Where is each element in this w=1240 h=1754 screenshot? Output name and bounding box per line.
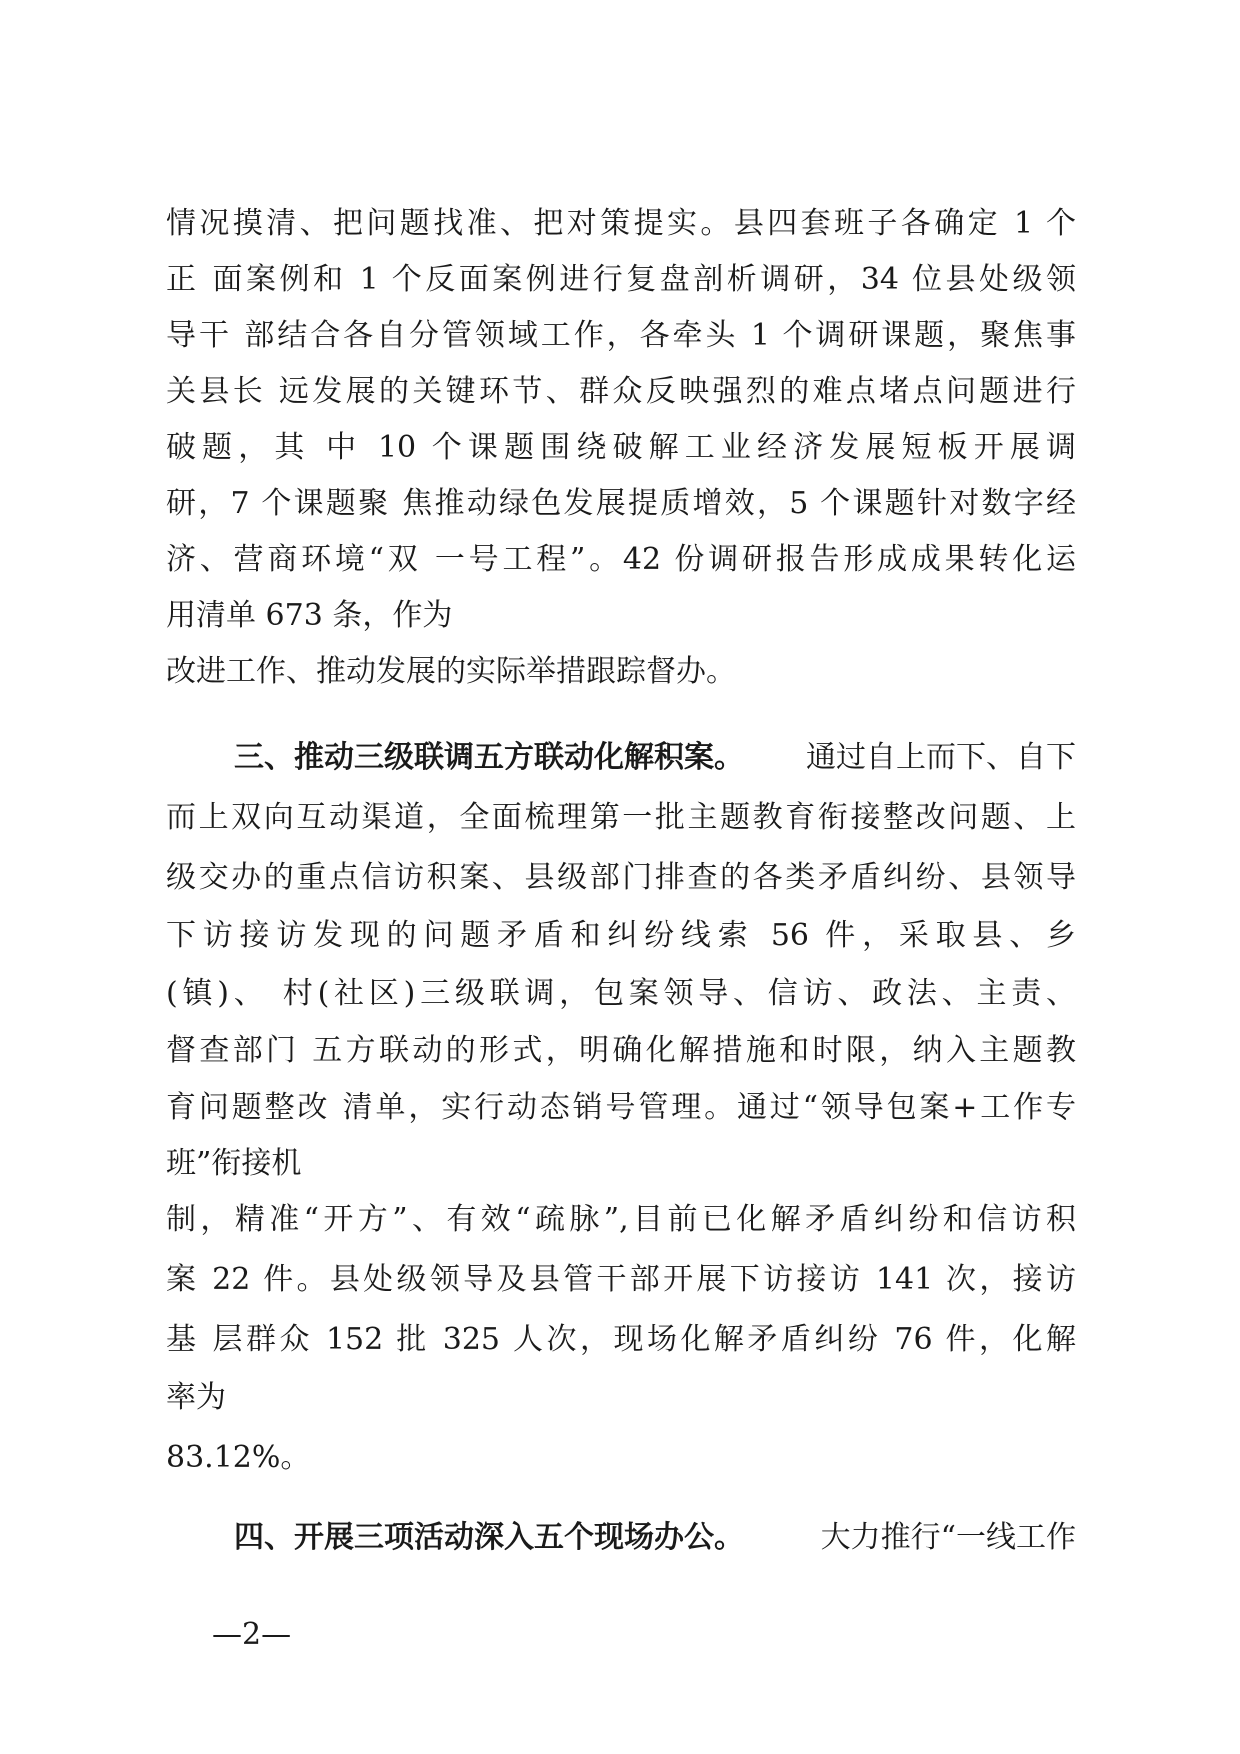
- body-text-line: 督查部门 五方联动的形式，明确化解措施和时限，纳入主题教: [166, 1033, 1076, 1068]
- body-text-line: 83.12%。: [166, 1440, 311, 1475]
- body-text-line: 济、营商环境“双 一号工程”。42 份调研报告形成成果转化运: [166, 542, 1076, 577]
- body-text-line: 导干 部结合各自分管领域工作，各牵头 1 个调研课题，聚焦事: [166, 318, 1076, 353]
- body-text-line: 通过自上而下、自下: [806, 740, 1076, 775]
- section-4-first-line: [234, 1513, 1076, 1563]
- body-text-line: 大力推行“一线工作: [820, 1520, 1076, 1555]
- body-text-line: 班”衔接机: [166, 1146, 302, 1181]
- body-text-line: 下访接访发现的问题矛盾和纠纷线索 56 件，采取县、乡: [166, 918, 1076, 953]
- section-3-first-line: [234, 733, 1076, 783]
- body-text-line: 级交办的重点信访积案、县级部门排查的各类矛盾纠纷、县领导: [166, 860, 1076, 895]
- body-text-line: 而上双向互动渠道，全面梳理第一批主题教育衔接整改问题、上: [166, 800, 1076, 835]
- body-text-line: 情况摸清、把问题找准、把对策提实。县四套班子各确定 1 个: [166, 206, 1076, 241]
- body-text-line: 关县长 远发展的关键环节、群众反映强烈的难点堵点问题进行: [166, 374, 1076, 409]
- section-4-heading: 四、开展三项活动深入五个现场办公。: [234, 1520, 744, 1555]
- body-text-line: 正 面案例和 1 个反面案例进行复盘剖析调研，34 位县处级领: [166, 262, 1076, 297]
- body-text-line: 案 22 件。县处级领导及县管干部开展下访接访 141 次，接访: [166, 1262, 1076, 1297]
- body-text-line: 改进工作、推动发展的实际举措跟踪督办。: [166, 654, 736, 689]
- page-number: —2—: [212, 1617, 292, 1652]
- body-text-line: 制，精准“开方”、有效“疏脉”,目前已化解矛盾纠纷和信访积: [166, 1202, 1076, 1237]
- body-text-line: 研，7 个课题聚 焦推动绿色发展提质增效，5 个课题针对数字经: [166, 486, 1076, 521]
- body-text-line: 基 层群众 152 批 325 人次，现场化解矛盾纠纷 76 件，化解: [166, 1322, 1076, 1357]
- body-text-line: 育问题整改 清单，实行动态销号管理。通过“领导包案+工作专: [166, 1090, 1076, 1125]
- section-3-heading: 三、推动三级联调五方联动化解积案。: [234, 740, 744, 775]
- body-text-line: 破题，其 中 10 个课题围绕破解工业经济发展短板开展调: [166, 430, 1076, 465]
- body-text-line: (镇)、 村(社区)三级联调，包案领导、信访、政法、主责、: [166, 976, 1076, 1011]
- body-text-line: 用清单 673 条，作为: [166, 598, 453, 633]
- body-text-line: 率为: [166, 1380, 226, 1415]
